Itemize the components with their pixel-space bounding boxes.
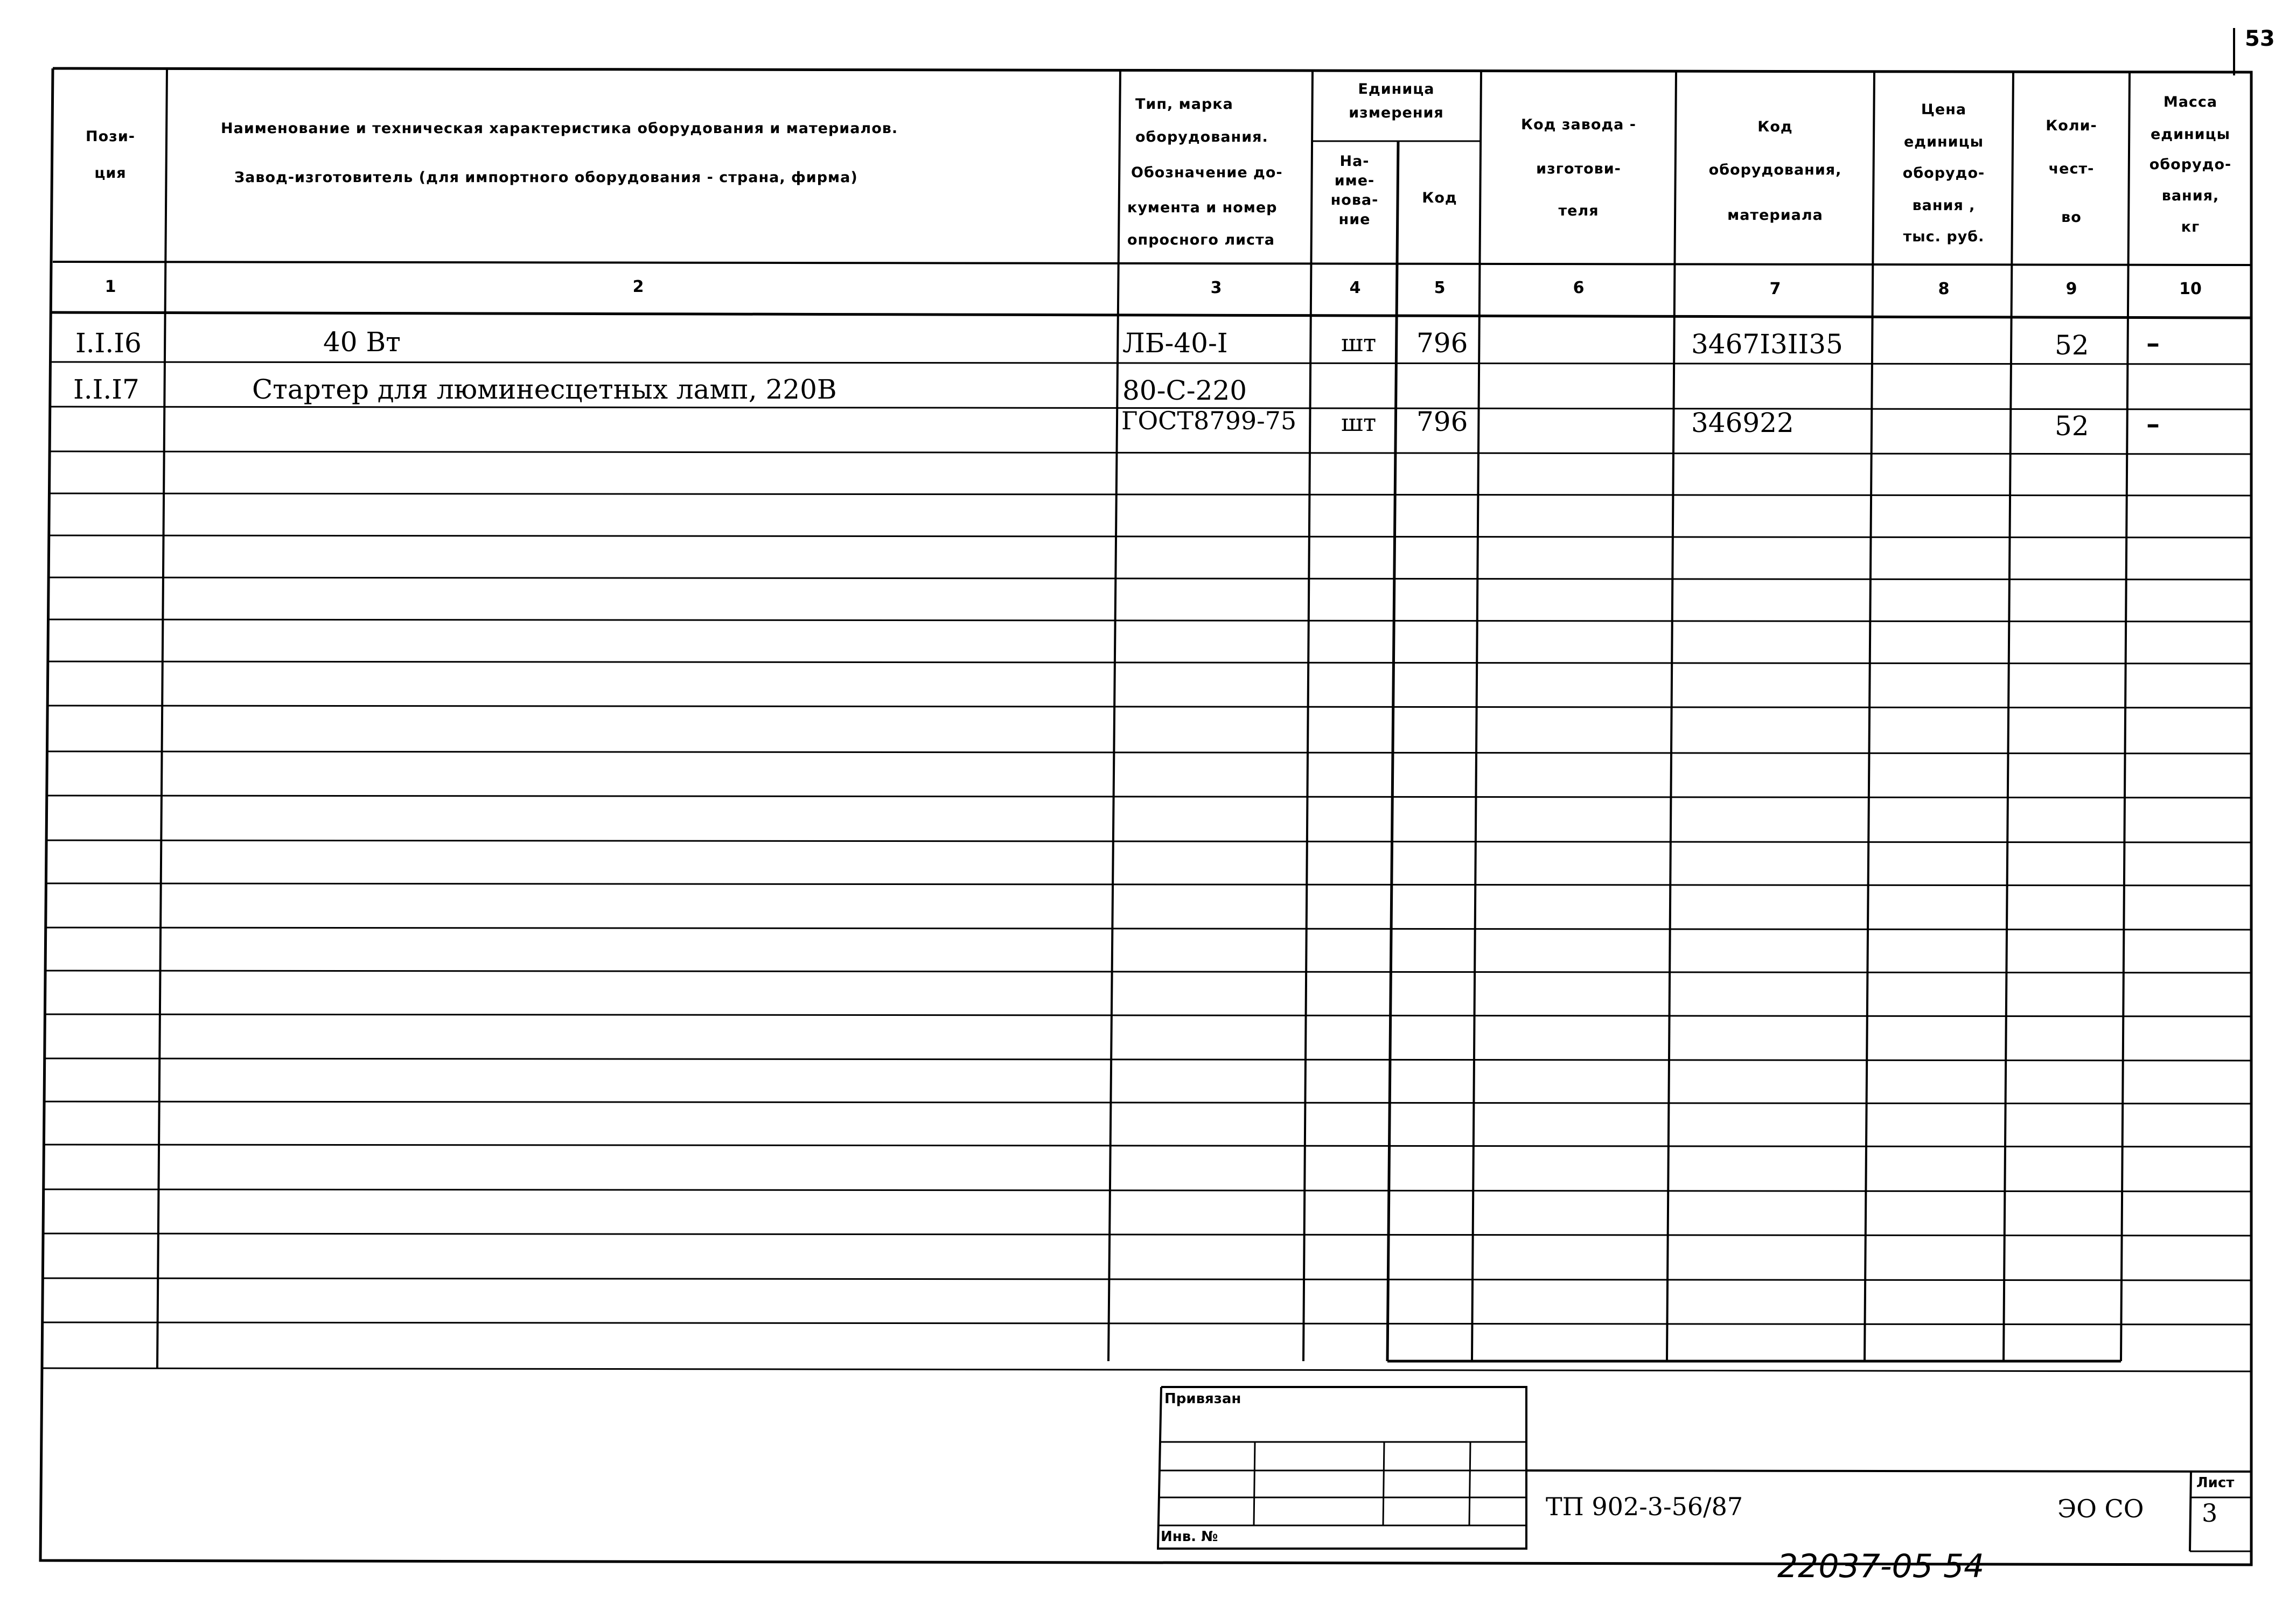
header-qty-line3: во: [2061, 209, 2082, 226]
col-num-7: 7: [1769, 280, 1781, 298]
header-name-line2: Завод-изготовитель (для импортного оборудования - страна, фирма): [234, 169, 858, 186]
page-number: 53: [2245, 26, 2275, 51]
header-unit-group-line2: измерения: [1349, 104, 1444, 121]
header-qty-line2: чест-: [2048, 161, 2095, 177]
sheet-number: 3: [2202, 1499, 2218, 1528]
row1-type: ЛБ-40-I: [1122, 327, 1228, 359]
header-type-line2: оборудования.: [1135, 129, 1268, 145]
header-equip-code-line1: Код: [1757, 119, 1793, 135]
header-type-line5: опросного листа: [1127, 232, 1275, 248]
col-num-3: 3: [1210, 278, 1222, 297]
row2-position: I.I.I7: [73, 374, 139, 405]
col-num-10: 10: [2179, 280, 2202, 298]
col-num-9: 9: [2065, 280, 2077, 298]
row3-equip-code: 346922: [1691, 407, 1794, 438]
header-mass-line4: вания,: [2161, 187, 2220, 204]
header-equip-code-line3: материала: [1727, 207, 1823, 224]
row2-type: 80-С-220: [1122, 375, 1247, 406]
header-type-line4: кумента и номер: [1127, 199, 1278, 216]
header-price-line5: тыс. руб.: [1903, 228, 1985, 245]
row1-unit-code: 796: [1416, 327, 1468, 359]
header-unit-name-line3: нова-: [1330, 192, 1379, 208]
header-mass-line5: кг: [2181, 219, 2200, 235]
row3-unit-code: 796: [1416, 406, 1468, 437]
row3-unit: шт: [1341, 409, 1377, 437]
header-mass-line1: Масса: [2163, 94, 2218, 110]
header-price-line1: Цена: [1921, 101, 1967, 118]
row1-name: 40 Вт: [323, 326, 401, 358]
header-price-line2: единицы: [1903, 134, 1984, 150]
header-qty-line1: Коли-: [2046, 117, 2097, 134]
row1-mass: –: [2146, 327, 2160, 359]
row1-unit: шт: [1341, 330, 1377, 357]
sheet-label: Лист: [2196, 1475, 2235, 1491]
header-unit-name-line2: име-: [1334, 172, 1375, 189]
row1-qty: 52: [2055, 330, 2089, 361]
col-num-4: 4: [1349, 278, 1361, 297]
stamp-privyazan-label: Привязан: [1164, 1391, 1241, 1407]
header-type-line3: Обозначение до-: [1131, 164, 1283, 181]
row3-qty: 52: [2055, 410, 2089, 442]
col-num-8: 8: [1938, 280, 1950, 298]
doc-code: ТП 902-3-56/87: [1546, 1492, 1743, 1521]
header-type-line1: Тип, марка: [1135, 96, 1233, 113]
header-name-line1: Наименование и техническая характеристика оборудования и материалов.: [221, 120, 898, 137]
header-unit-group-line1: Единица: [1358, 81, 1435, 97]
header-equip-code-line2: оборудования,: [1708, 162, 1842, 178]
row3-mass: –: [2146, 408, 2160, 440]
col-num-5: 5: [1434, 278, 1446, 297]
header-unit-code: Код: [1422, 190, 1457, 206]
section-code: ЭО СО: [2057, 1494, 2144, 1523]
header-factory-code-line3: теля: [1558, 203, 1599, 219]
header-position-line2: ция: [94, 165, 127, 182]
col-num-6: 6: [1573, 278, 1585, 297]
col-num-2: 2: [632, 277, 644, 296]
header-factory-code-line1: Код завода -: [1521, 116, 1636, 133]
row2-name: Стартер для люминесцетных ламп, 220В: [252, 374, 837, 405]
col-num-1: 1: [104, 277, 116, 296]
handwritten-footer: 22037-05 54: [1777, 1548, 1985, 1585]
header-unit-name-line1: На-: [1339, 153, 1370, 170]
header-price-line4: вания ,: [1912, 197, 1976, 214]
row3-type: ГОСТ8799-75: [1121, 406, 1297, 435]
row1-position: I.I.I6: [75, 327, 142, 359]
header-price-line3: оборудо-: [1902, 165, 1985, 182]
header-position-line1: Пози-: [86, 128, 135, 145]
header-unit-name-line4: ние: [1338, 211, 1371, 228]
header-factory-code-line2: изготови-: [1536, 161, 1621, 177]
row1-equip-code: 3467I3II35: [1691, 329, 1843, 360]
header-mass-line3: оборудо-: [2149, 156, 2232, 173]
stamp-inv-label: Инв. №: [1161, 1529, 1218, 1545]
header-mass-line2: единицы: [2150, 126, 2231, 143]
